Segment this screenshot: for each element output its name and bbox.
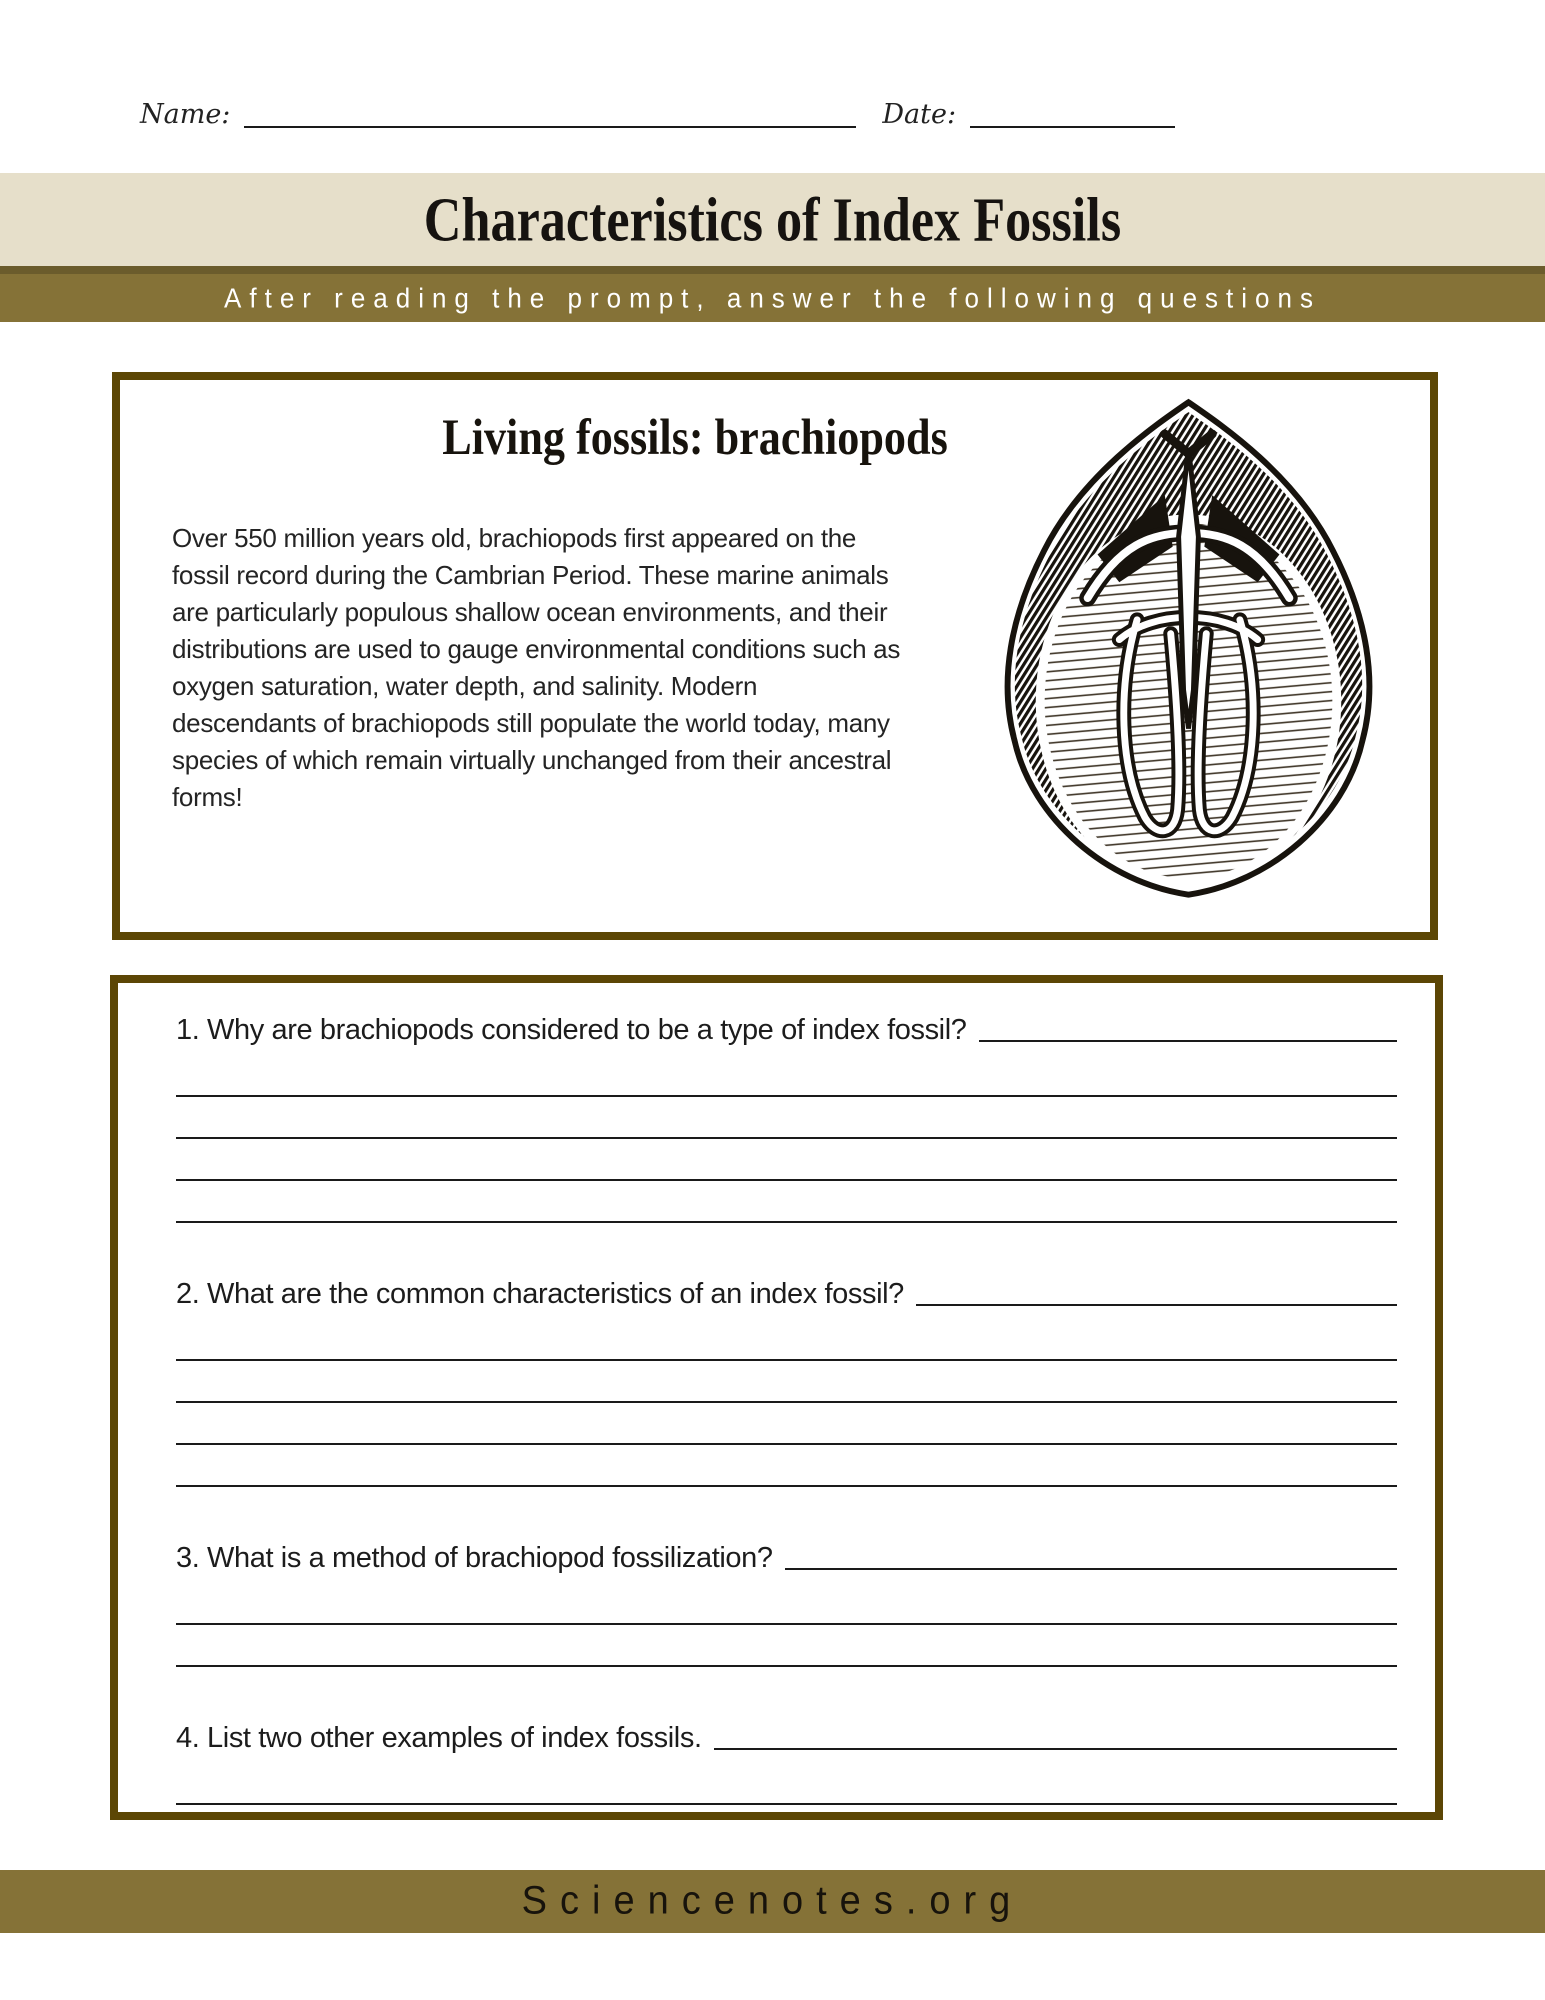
question-row-3 [176,1535,1397,1575]
date-label: Date: [882,99,957,130]
answer-line[interactable] [176,1625,1397,1667]
title-banner [0,173,1545,266]
name-label: Name: [140,99,231,130]
prompt-heading: Living fossils: brachiopods [442,409,948,466]
question-4-answer-blank[interactable] [714,1716,1397,1750]
brachiopod-illustration [971,388,1406,903]
question-row-2 [176,1271,1397,1311]
question-2-answer-blank[interactable] [916,1272,1397,1306]
question-row-4 [176,1715,1397,1755]
question-4-answer-lines [176,1763,1397,1805]
date-input-line[interactable] [970,98,1175,128]
answer-line[interactable] [176,1139,1397,1181]
answer-line[interactable] [176,1181,1397,1223]
question-3-answer-blank[interactable] [785,1536,1397,1570]
questions-box [110,975,1443,1820]
question-row-1 [176,1007,1397,1047]
instruction-text: After reading the prompt, answer the following questions [224,281,1321,314]
reading-prompt-box [112,372,1438,940]
question-1-answer-lines [176,1055,1397,1223]
answer-line[interactable] [176,1097,1397,1139]
question-2-answer-lines [176,1319,1397,1487]
answer-line[interactable] [176,1055,1397,1097]
name-date-row [140,98,1175,130]
instruction-banner [0,266,1545,322]
answer-line[interactable] [176,1361,1397,1403]
question-1-label: 1. Why are brachiopods considered to be a type of index fossil? [176,1014,967,1046]
question-4-label: 4. List two other examples of index fossils. [176,1722,702,1754]
footer-banner [0,1870,1545,1933]
footer-site-name: Sciencenotes.org [521,1878,1024,1924]
question-3-label: 3. What is a method of brachiopod fossilization? [176,1542,773,1574]
answer-line[interactable] [176,1763,1397,1805]
question-2-label: 2. What are the common characteristics of an index fossil? [176,1278,904,1310]
answer-line[interactable] [176,1583,1397,1625]
name-input-line[interactable] [244,98,856,128]
page-title: Characteristics of Index Fossils [423,184,1122,255]
prompt-paragraph: Over 550 million years old, brachiopods first appeared on the fossil record during the Cambrian Period. These marine animals are particularly populous shallow ocean environments, and their distributions are used to gauge environmental conditions such as oxygen saturation, water depth, and salinity. Modern descendants of brachiopods still populate the world today, many species of which remain virtually unchanged from their ancestral forms! [172,523,901,812]
question-3-answer-lines [176,1583,1397,1667]
answer-line[interactable] [176,1445,1397,1487]
answer-line[interactable] [176,1403,1397,1445]
answer-line[interactable] [176,1319,1397,1361]
question-1-answer-blank[interactable] [979,1008,1398,1042]
